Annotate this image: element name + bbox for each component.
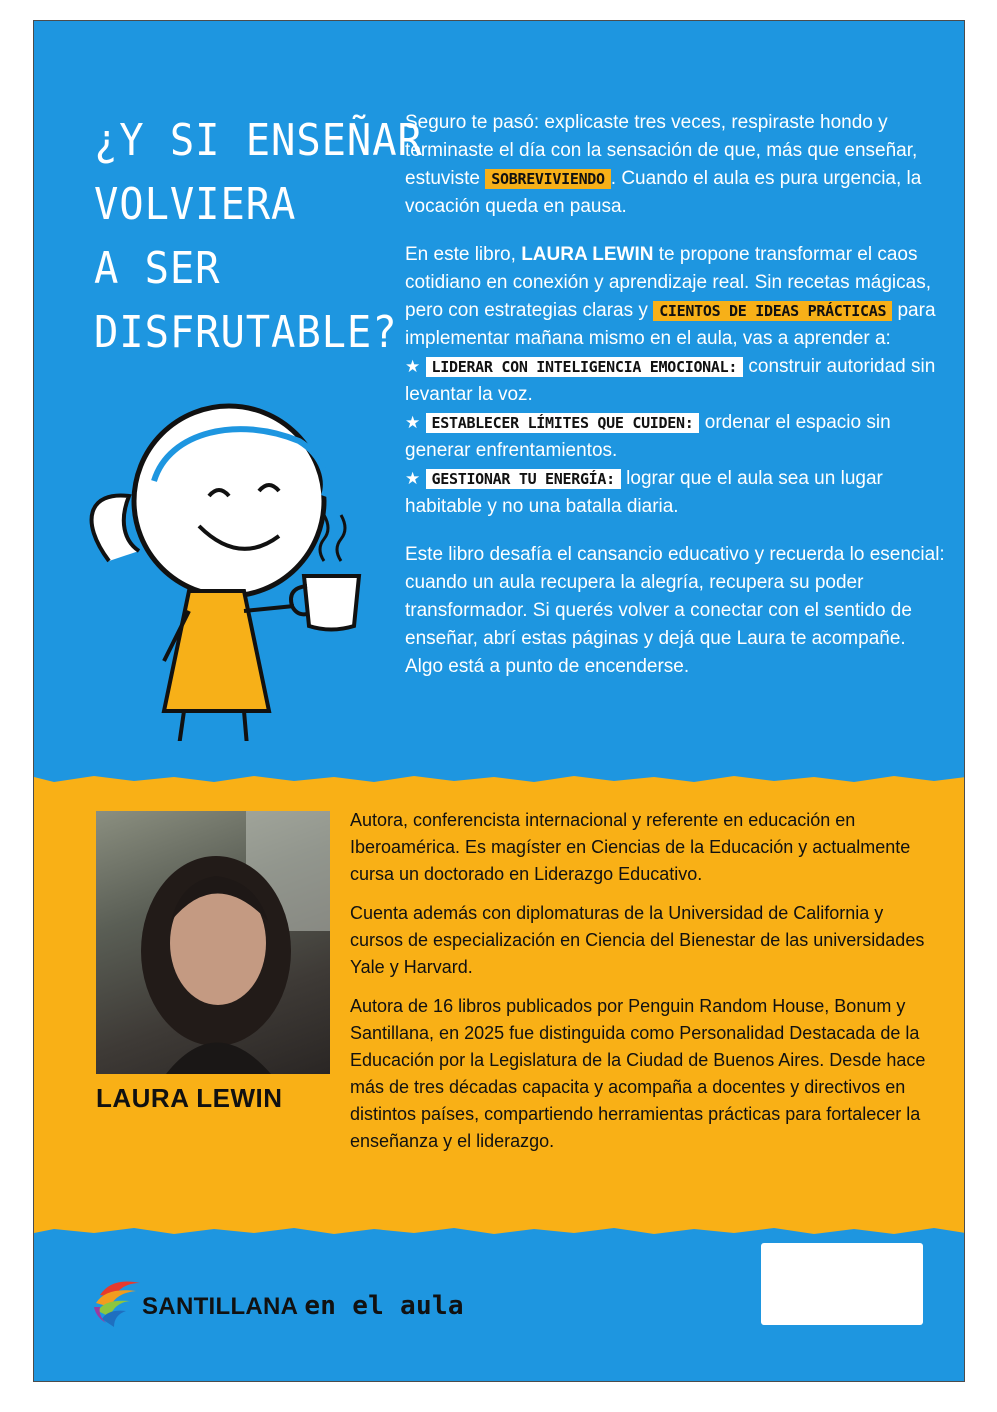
santillana-swirl-icon	[92, 1273, 148, 1331]
headline	[94, 109, 423, 365]
book-back-cover	[33, 20, 965, 1382]
intro-paragraph-1: Seguro te pasó: explicaste tres veces, respiraste hondo y terminaste el día con la sensación de que, más que enseñar, estuviste SOBREVIVIENDO . Cuando el aula es pura urgencia, la vocación queda en pausa.	[405, 112, 922, 217]
brand-name: SANTILLANA	[142, 1293, 299, 1320]
highlight-sobreviviendo: SOBREVIVIENDO	[485, 169, 611, 189]
brand-subtitle: en el aula	[304, 1291, 464, 1321]
star-icon: ★	[405, 469, 421, 488]
bio-paragraph: Cuenta además con diplomaturas de la Universidad de California y cursos de especialización en Ciencia del Bienestar de las universidades Yale y Harvard.	[350, 903, 925, 977]
teacher-with-cup-illustration	[69, 401, 399, 741]
headline-line: ¿Y SI ENSEÑAR	[94, 115, 423, 166]
headline-line: VOLVIERA	[94, 179, 297, 230]
headline-line: DISFRUTABLE?	[94, 307, 398, 358]
star-icon: ★	[405, 357, 421, 376]
highlight-ideas: CIENTOS DE IDEAS PRÁCTICAS	[653, 301, 892, 321]
author-photo	[96, 811, 330, 1074]
author-bio	[350, 807, 940, 1167]
headline-line: A SER	[94, 243, 221, 294]
bullet-text: construir autoridad sin levantar la voz.	[405, 356, 936, 405]
bullet-text: ordenar el espacio sin generar enfrentamientos.	[405, 412, 891, 461]
author-name: LAURA LEWIN	[96, 1083, 283, 1113]
author-mention: LAURA LEWIN	[521, 244, 654, 265]
star-icon: ★	[405, 413, 421, 432]
bullet-label: GESTIONAR TU ENERGÍA:	[426, 469, 621, 489]
torn-edge-top	[34, 771, 965, 785]
intro-paragraph-2: En este libro, LAURA LEWIN te propone transformar el caos cotidiano en conexión y aprendizaje real. Sin recetas mágicas, pero con estrategias claras y CIENTOS DE IDEAS PRÁCTICAS para implementar mañana mismo en el aula, vas a aprender a: ★ LIDERAR CON INTELIGENCIA EMOCIONAL: construir autoridad sin levantar la voz. ★ ESTABLECER LÍMITES QUE CUIDEN: ordenar el espacio sin generar enfrentamientos. ★ GESTIONAR TU ENERGÍA: lograr que el aula sea un lugar habitable y no una batalla diaria.	[405, 244, 936, 517]
intro-paragraph-3: Este libro desafía el cansancio educativo y recuerda lo esencial: cuando un aula recupera la alegría, recupera su poder transformador. Si querés volver a conectar con el sentido de enseñar, abrí estas páginas y dejá que Laura te acompañe. Algo está a punto de encenderse.	[405, 544, 945, 677]
bio-paragraph: Autora, conferencista internacional y referente en educación en Iberoamérica. Es magíster en Ciencias de la Educación y actualmente cursa un doctorado en Liderazgo Educativo.	[350, 810, 911, 884]
bullet-text: lograr que el aula sea un lugar habitable y no una batalla diaria.	[405, 468, 883, 517]
barcode-placeholder	[761, 1243, 923, 1325]
publisher-logo	[92, 1273, 512, 1333]
intro-text	[405, 109, 945, 701]
bullet-label: ESTABLECER LÍMITES QUE CUIDEN:	[426, 413, 700, 433]
bullet-label: LIDERAR CON INTELIGENCIA EMOCIONAL:	[426, 357, 744, 377]
bio-paragraph: Autora de 16 libros publicados por Penguin Random House, Bonum y Santillana, en 2025 fue distinguida como Personalidad Destacada de la Educación por la Legislatura de la Ciudad de Buenos Aires. Desde hace más de tres décadas capacita y acompaña a docentes y directivos en distintos países, compartiendo herramientas prácticas para fortalecer la enseñanza y el liderazgo.	[350, 996, 926, 1151]
torn-edge-bottom	[34, 1225, 965, 1239]
